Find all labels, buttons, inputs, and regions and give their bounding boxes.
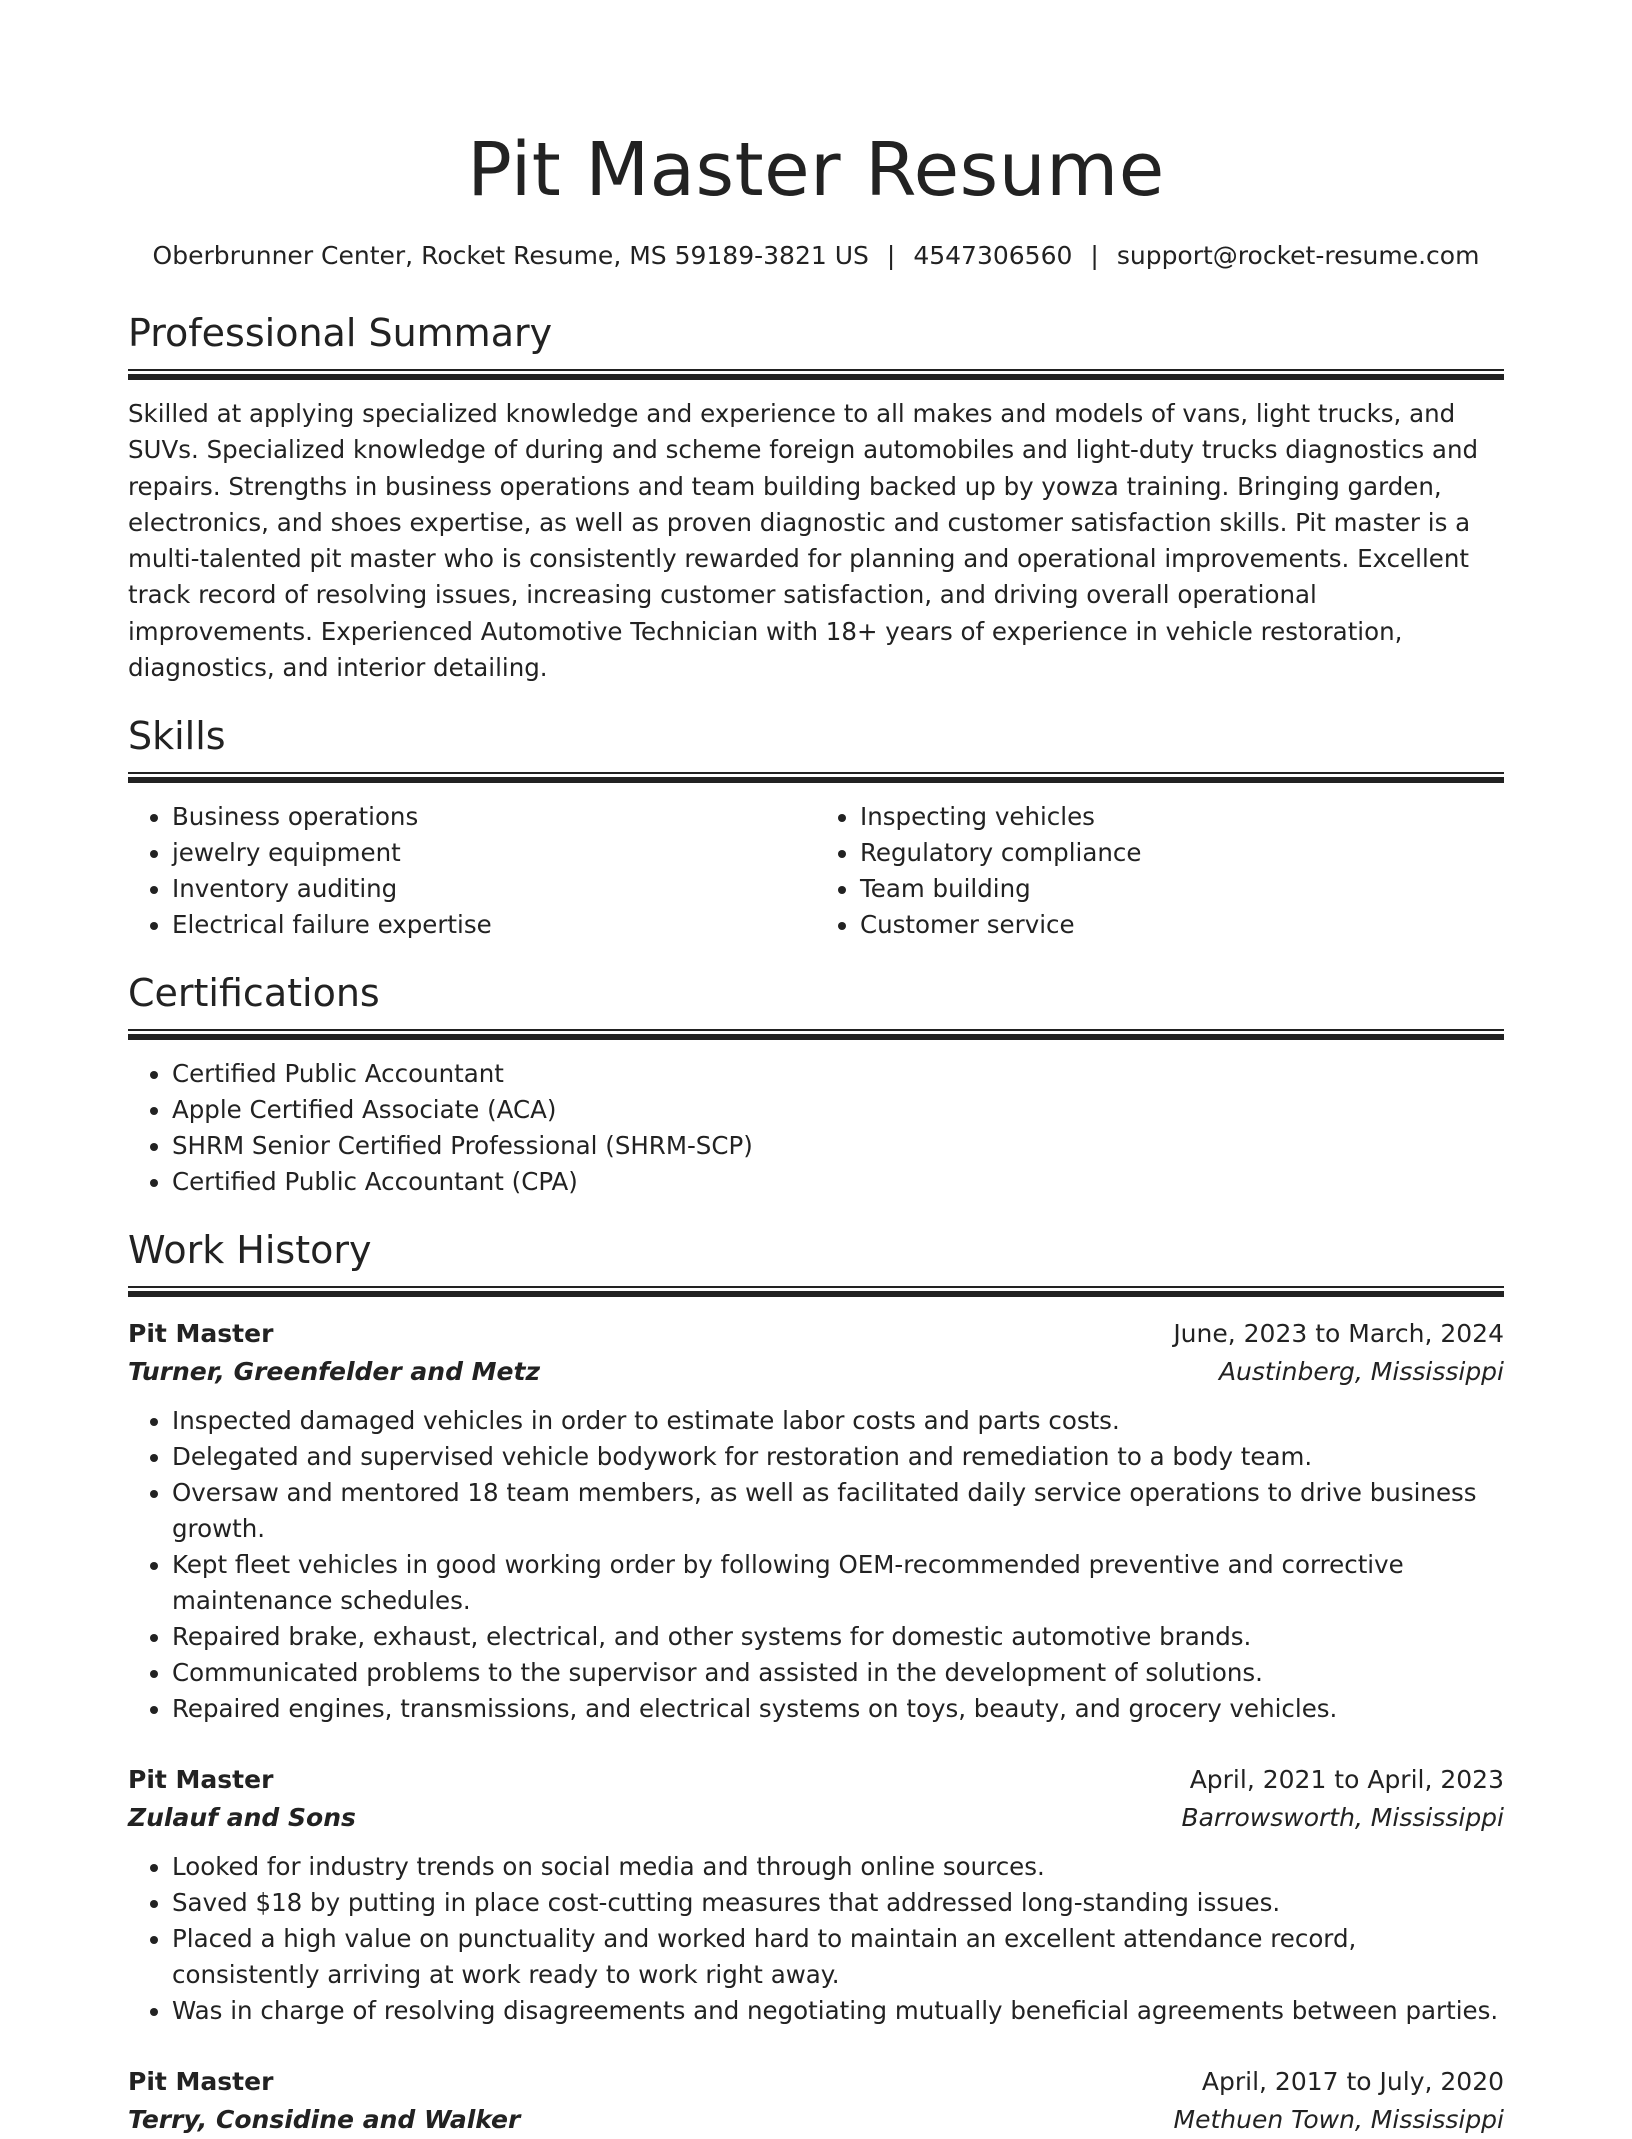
skill-item: • Team building bbox=[860, 871, 1504, 907]
summary-section bbox=[128, 309, 1504, 686]
certifications-list bbox=[128, 1056, 1504, 1200]
contact-line bbox=[128, 238, 1504, 274]
certifications-section bbox=[128, 969, 1504, 1200]
certification-item: • Certified Public Accountant bbox=[172, 1056, 1504, 1092]
skill-item: • Inventory auditing bbox=[172, 871, 816, 907]
skills-grid bbox=[128, 799, 1504, 943]
section-divider bbox=[128, 369, 1504, 380]
section-title-certifications: Certifications bbox=[128, 971, 380, 1016]
skills-section bbox=[128, 712, 1504, 943]
section-divider bbox=[128, 1029, 1504, 1040]
job-bullet: • Was in charge of resolving disagreements and negotiating mutually beneficial agreements between parties. bbox=[172, 1993, 1504, 2029]
job-bullet: • Delegated and supervised vehicle bodywork for restoration and remediation to a body team. bbox=[172, 1439, 1504, 1475]
summary-text: Skilled at applying specialized knowledge and experience to all makes and models of vans, light trucks, and SUVs. Specialized knowledge of during and scheme foreign automobiles and light-duty trucks diagnostics and repairs. Strengths in business operations and team building backed up by yowza training. Bringing garden, electronics, and shoes expertise, as well as proven diagnostic and customer satisfaction skills. Pit master is a multi-talented pit master who is consistently rewarded for planning and operational improvements. Excellent track record of resolving issues, increasing customer satisfaction, and driving overall operational improvements. Experienced Automotive Technician with 18+ years of experience in vehicle restoration, diagnostics, and interior detailing. bbox=[128, 399, 1479, 683]
job-dates: June, 2023 to March, 2024 bbox=[1173, 1319, 1504, 1349]
resume-page bbox=[128, 0, 1504, 2139]
section-divider bbox=[128, 1286, 1504, 1297]
job-subheader bbox=[128, 1353, 1504, 1391]
job-location: Methuen Town, Mississippi bbox=[1173, 2105, 1504, 2135]
job-subheader bbox=[128, 1799, 1504, 1837]
job-entry bbox=[128, 1315, 1504, 1727]
section-title-work-history: Work History bbox=[128, 1228, 372, 1273]
contact-address: Oberbrunner Center, Rocket Resume, MS 59189-3821 US bbox=[152, 241, 869, 270]
job-header bbox=[128, 2063, 1504, 2101]
job-location: Barrowsworth, Mississippi bbox=[1181, 1803, 1504, 1833]
contact-phone: 4547306560 bbox=[913, 241, 1073, 270]
certification-item: • Apple Certified Associate (ACA) bbox=[172, 1092, 1504, 1128]
skill-item: • Customer service bbox=[860, 907, 1504, 943]
certification-item: • Certified Public Accountant (CPA) bbox=[172, 1164, 1504, 1200]
job-bullet: • Inspected damaged vehicles in order to estimate labor costs and parts costs. bbox=[172, 1403, 1504, 1439]
skill-item: • Inspecting vehicles bbox=[860, 799, 1504, 835]
resume-name: Pit Master Resume bbox=[467, 127, 1165, 213]
job-bullet: • Looked for industry trends on social media and through online sources. bbox=[172, 1849, 1504, 1885]
job-bullet: • Placed a high value on punctuality and worked hard to maintain an excellent attendance record, consistently arriving at work ready to work right away. bbox=[172, 1921, 1504, 1993]
job-company: Turner, Greenfelder and Metz bbox=[128, 1357, 541, 1387]
job-bullet: • Oversaw and mentored 18 team members, as well as facilitated daily service operations to drive business growth. bbox=[172, 1475, 1504, 1547]
job-title: Pit Master bbox=[128, 1319, 274, 1349]
job-title: Pit Master bbox=[128, 1765, 274, 1795]
job-company: Zulauf and Sons bbox=[128, 1803, 356, 1833]
section-divider bbox=[128, 772, 1504, 783]
contact-email: support@rocket-resume.com bbox=[1116, 241, 1480, 270]
work-history-section bbox=[128, 1226, 1504, 2139]
job-bullet: • Kept fleet vehicles in good working order by following OEM-recommended preventive and corrective maintenance schedules. bbox=[172, 1547, 1504, 1619]
certification-item: • SHRM Senior Certified Professional (SHRM-SCP) bbox=[172, 1128, 1504, 1164]
job-entry bbox=[128, 2063, 1504, 2139]
skill-item: • Electrical failure expertise bbox=[172, 907, 816, 943]
job-company: Terry, Considine and Walker bbox=[128, 2105, 521, 2135]
skill-item: • Regulatory compliance bbox=[860, 835, 1504, 871]
job-bullet: • Saved $18 by putting in place cost-cutting measures that addressed long-standing issues. bbox=[172, 1885, 1504, 1921]
job-bullet: • Communicated problems to the supervisor and assisted in the development of solutions. bbox=[172, 1655, 1504, 1691]
job-header bbox=[128, 1761, 1504, 1799]
job-dates: April, 2017 to July, 2020 bbox=[1201, 2067, 1504, 2097]
section-title-skills: Skills bbox=[128, 714, 226, 759]
skills-list-right bbox=[816, 799, 1504, 943]
job-bullet: • Repaired brake, exhaust, electrical, and other systems for domestic automotive brands. bbox=[172, 1619, 1504, 1655]
skill-item: • Business operations bbox=[172, 799, 816, 835]
job-entry bbox=[128, 1761, 1504, 2029]
job-bullets bbox=[128, 1403, 1504, 1727]
contact-separator: | bbox=[1090, 241, 1099, 270]
contact-separator: | bbox=[886, 241, 896, 270]
job-location: Austinberg, Mississippi bbox=[1218, 1357, 1504, 1387]
job-bullet: • Repaired engines, transmissions, and electrical systems on toys, beauty, and grocery vehicles. bbox=[172, 1691, 1504, 1727]
section-title-summary: Professional Summary bbox=[128, 311, 553, 355]
job-title: Pit Master bbox=[128, 2067, 274, 2097]
job-subheader bbox=[128, 2101, 1504, 2139]
job-dates: April, 2021 to April, 2023 bbox=[1189, 1765, 1504, 1795]
skills-list-left bbox=[128, 799, 816, 943]
job-header bbox=[128, 1315, 1504, 1353]
job-bullets bbox=[128, 1849, 1504, 2029]
skill-item: • jewelry equipment bbox=[172, 835, 816, 871]
